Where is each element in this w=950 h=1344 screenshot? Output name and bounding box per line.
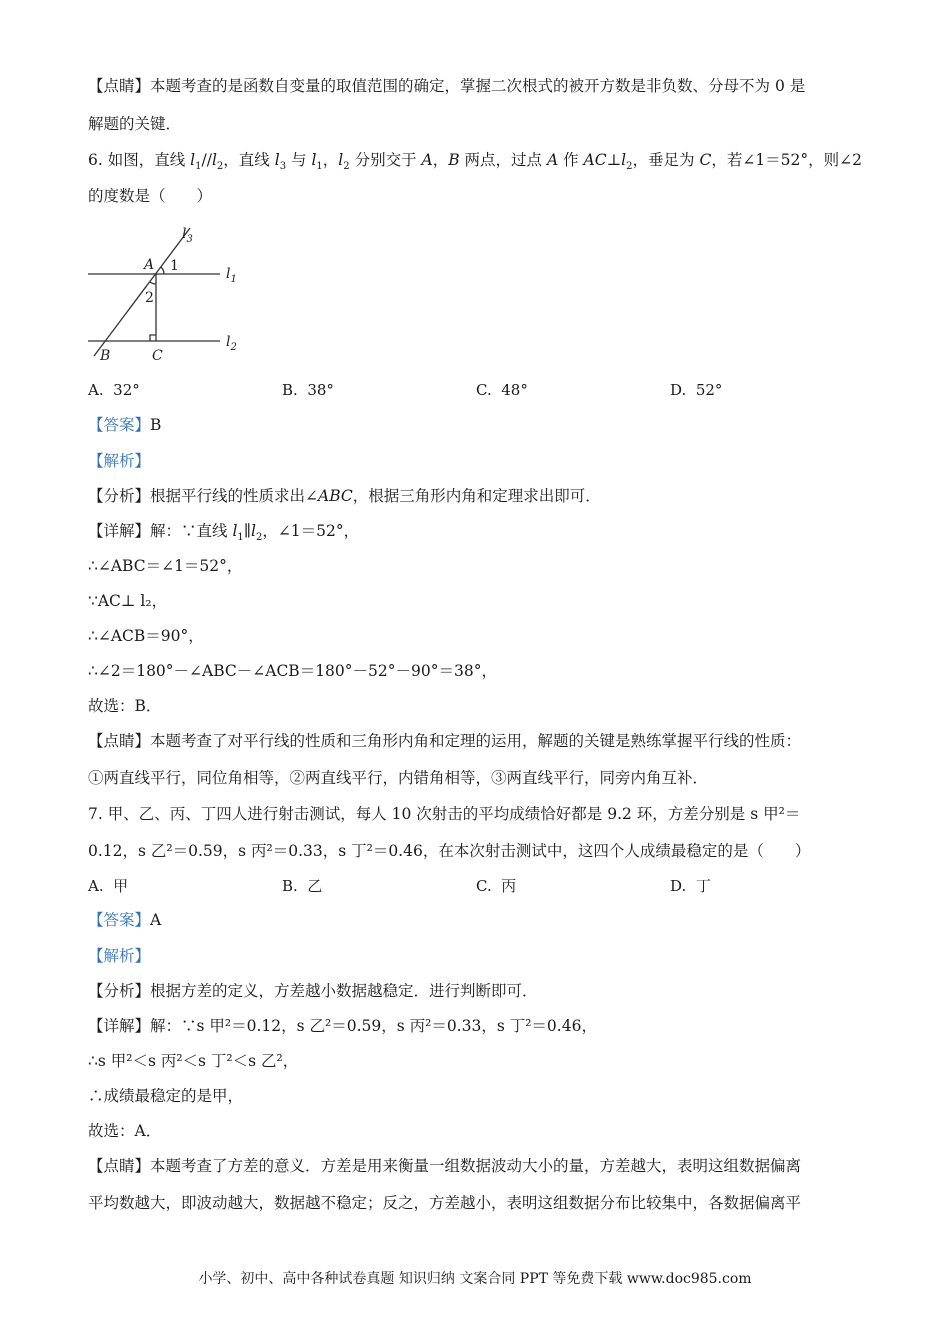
q6-stem-line1: 6. 如图，直线 $l_1//l_2$，直线 $l_3$ 与 $l_1$，$l_2$ 分别交于 A，B 两点，过点 A 作 $AC\perp l_2$，垂足为 C，若∠1＝52°，则∠2 [88,151,862,173]
label-angle2: 2 [145,290,154,306]
q7-option-c: C. 丙 [476,877,517,895]
q7-option-d: D. 丁 [670,877,711,895]
page-footer: 小学、初中、高中各种试卷真题 知识归纳 文案合同 PPT 等免费下载 www.doc985.com [198,1271,752,1287]
q7-step2: ∴成绩最稳定的是甲， [88,1087,244,1105]
q7-fenxi: 【分析】根据方差的定义，方差越小数据越稳定．进行判断即可． [88,982,538,1000]
q6-step3: ∴∠ACB＝90°， [88,627,204,645]
q6-step4: ∴∠2＝180°－∠ABC－∠ACB＝180°－52°－90°＝38°， [88,662,497,680]
q6-option-b: B. 38° [282,381,334,399]
q6-choose: 故选：B． [88,697,162,715]
q7-option-a: A. 甲 [88,877,129,895]
q6-step2: ∵AC⊥ l₂， [88,592,168,610]
tip5-line1: 【点睛】本题考查的是函数自变量的取值范围的确定，掌握二次根式的被开方数是非负数、分母不为 0 是 [88,77,806,95]
svg-text:l2: $l_2$ [226,334,237,353]
line-l3 [94,228,190,356]
q7-tip-line1: 【点睛】本题考查了方差的意义．方差是用来衡量一组数据波动大小的量，方差越大，表明这组数据偏离 [88,1157,802,1175]
tip5-line2: 解题的关键． [88,115,182,133]
q6-detail: 【详解】解：∵直线 $l_1\parallel l_2$，∠1＝52°， [88,522,360,544]
q6-stem-line2: 的度数是（ ） [88,187,213,205]
q7-tip-line2: 平均数越大，即波动越大，数据越不稳定；反之，方差越小，表明这组数据分布比较集中，各数据偏离平 [88,1194,802,1212]
q7-option-b: B. 乙 [282,877,323,895]
q6-tip-line2: ①两直线平行，同位角相等，②两直线平行，内错角相等，③两直线平行，同旁内角互补． [88,769,709,787]
q7-stem-line1: 7. 甲、乙、丙、丁四人进行射击测试，每人 10 次射击的平均成绩恰好都是 9.2 环，方差分别是 s 甲²＝ [88,805,801,823]
q6-analysis-tag: 【解析】 [88,452,151,470]
svg-text:l3: $l_3$ [182,226,193,245]
q7-stem-line2: 0.12，s 乙²＝0.59，s 丙²＝0.33，s 丁²＝0.46，在本次射击测试中，这四个人成绩最稳定的是（ ） [88,842,811,860]
label-c: C [152,348,163,364]
q7-choose: 故选：A． [88,1122,162,1140]
q6-fenxi: 【分析】根据平行线的性质求出∠ABC，根据三角形内角和定理求出即可． [88,487,601,505]
angle2-arc [150,282,156,284]
svg-text:l1: $l_1$ [226,266,237,285]
q6-option-d: D. 52° [670,381,723,399]
angle1-arc [161,267,164,274]
label-a: A [144,257,155,273]
label-angle1: 1 [170,258,179,274]
q7-analysis-tag: 【解析】 [88,947,151,965]
q7-step1: ∴s 甲²＜s 丙²＜s 丁²＜s 乙²， [88,1052,299,1070]
label-b: B [100,348,111,364]
right-angle-mark [150,335,156,341]
geometry-figure [84,218,250,364]
q7-detail: 【详解】解：∵s 甲²＝0.12，s 乙²＝0.59，s 丙²＝0.33，s 丁²＝0.46， [88,1017,597,1035]
q7-answer: 【答案】A [88,911,162,929]
q6-step1: ∴∠ABC＝∠1＝52°， [88,557,243,575]
q6-option-a: A. 32° [88,381,140,399]
q6-option-c: C. 48° [476,381,528,399]
q6-tip-line1: 【点睛】本题考查了对平行线的性质和三角形内角和定理的运用，解题的关键是熟练掌握平行线的性质： [88,732,802,750]
q6-answer: 【答案】B [88,416,162,434]
